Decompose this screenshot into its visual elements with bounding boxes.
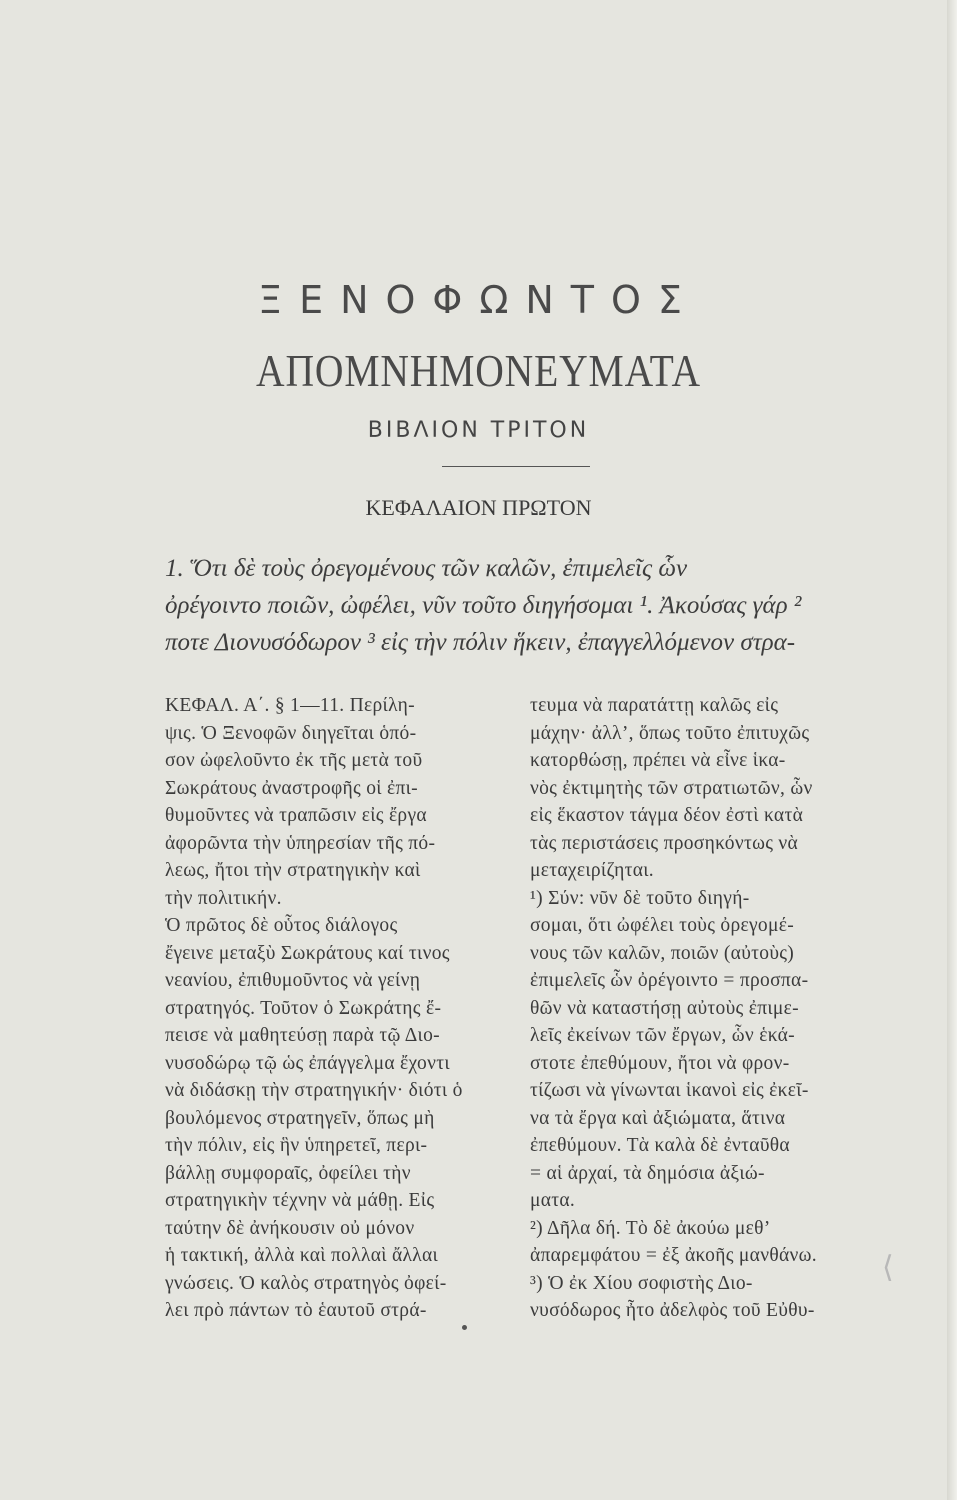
commentary-line: τὴν πολιτικήν. (165, 887, 282, 909)
commentary-line: λεως, ἤτοι τὴν στρατηγικὴν καὶ (165, 860, 421, 881)
commentary-line: τὰς περιστάσεις προσηκόντως νὰ (530, 832, 799, 854)
commentary-line: ψις. Ὁ Ξενοφῶν διηγεῖται ὁπό- (165, 722, 417, 744)
greek-text-line: ποτε Διονυσόδωρον ³ εἰς τὴν πόλιν ἥκειν, ἐπαγγελλόμενον στρα- (165, 629, 796, 656)
commentary-line: ἔγεινε μεταξὺ Σωκράτους καί τινος (165, 942, 450, 964)
commentary-line: λει πρὸ πάντων τὸ ἑαυτοῦ στρά- (165, 1300, 427, 1321)
book-heading: ΒΙΒΛΙΟΝ ΤΡΙΤΟΝ (367, 418, 590, 443)
footnote-line: = αἱ ἀρχαί, τὰ δημόσια ἀξιώ- (530, 1162, 765, 1184)
greek-text-line: ὀρέγοιντο ποιῶν, ὠφέλει, νῦν τοῦτο διηγήσομαι ¹. Ἀκούσας γάρ ² (165, 592, 802, 619)
commentary-line: Ὁ πρῶτος δὲ οὗτος διάλογος (165, 915, 398, 936)
footnote-line: λεῖς ἐκείνων τῶν ἔργων, ὧν ἑκά- (530, 1025, 795, 1046)
commentary-line: γνώσεις. Ὁ καλὸς στρατηγὸς ὀφεί- (165, 1272, 447, 1294)
commentary-line: σον ὠφελοῦντο ἐκ τῆς μετὰ τοῦ (165, 750, 423, 771)
footnote-line: να τὰ ἔργα καὶ ἀξιώματα, ἅτινα (530, 1107, 786, 1129)
commentary-line: πεισε νὰ μαθητεύσῃ παρὰ τῷ Διο- (165, 1025, 440, 1046)
commentary-line: θυμοῦντες νὰ τραπῶσιν εἰς ἔργα (165, 805, 427, 826)
chapter-heading: ΚΕΦΑΛΑΙΟΝ ΠΡΩΤΟΝ (365, 495, 592, 520)
commentary-line: βάλλῃ συμφοραῖς, ὀφείλει τὴν (165, 1162, 411, 1184)
commentary-line: εἰς ἕκαστον τάγμα δέον ἐστὶ κατὰ (530, 805, 804, 826)
work-title: ΑΠΟΜΝΗΜΟΝΕΥΜΑΤΑ (256, 345, 701, 396)
commentary-line: τὴν πόλιν, εἰς ἣν ὑπηρετεῖ, περι- (165, 1135, 428, 1156)
commentary-line: νὸς ἐκτιμητὴς τῶν στρατιωτῶν, ὧν (530, 777, 813, 799)
printer-dot (462, 1325, 467, 1330)
commentary-line: Σωκράτους ἀναστροφῆς οἱ ἐπι- (165, 777, 418, 799)
greek-text-line: 1. Ὅτι δὲ τοὺς ὀρεγομένους τῶν καλῶν, ἐπιμελεῖς ὧν (165, 555, 688, 582)
commentary-line: μεταχειρίζηται. (530, 860, 654, 881)
commentary-line: ἡ τακτική, ἀλλὰ καὶ πολλαὶ ἄλλαι (165, 1245, 439, 1266)
commentary-line: νεανίου, ἐπιθυμοῦντος νὰ γείνῃ (165, 970, 421, 991)
commentary-line: στρατηγός. Τοῦτον ὁ Σωκράτης ἔ- (165, 997, 442, 1019)
commentary-line: νὰ διδάσκῃ τὴν στρατηγικήν· διότι ὁ (165, 1080, 463, 1101)
footnote-line: θῶν νὰ καταστήσῃ αὐτοὺς ἐπιμε- (530, 997, 799, 1019)
author-heading: ΞΕΝΟΦΩΝΤΟΣ (258, 278, 699, 322)
footnote-line: ¹) Σύν: νῦν δὲ τοῦτο διηγή- (530, 887, 750, 909)
commentary-line: βουλόμενος στρατηγεῖν, ὅπως μὴ (165, 1107, 435, 1129)
footnote-line: ματα. (530, 1190, 576, 1211)
commentary-line: ΚΕΦΑΛ. Α΄. § 1—11. Περίλη- (165, 695, 415, 716)
footnote-line: ἀπαρεμφάτου = ἐξ ἀκοῆς μανθάνω. (530, 1245, 817, 1266)
footnote-line: τίζωσι νὰ γίνωνται ἱκανοὶ εἰς ἐκεῖ- (530, 1080, 809, 1101)
commentary-line: νυσοδώρῳ τῷ ὡς ἐπάγγελμα ἔχοντι (165, 1052, 450, 1074)
footnote-line: νυσόδωρος ἦτο ἀδελφὸς τοῦ Εὐθυ- (530, 1300, 815, 1321)
footnote-line: νους τῶν καλῶν, ποιῶν (αὐτοὺς) (530, 942, 795, 964)
commentary-line: στρατηγικὴν τέχνην νὰ μάθῃ. Εἰς (165, 1190, 435, 1211)
greek-text-block (165, 550, 865, 661)
pencil-mark: ⟨ (882, 1250, 894, 1285)
commentary-line: ἀφορῶντα τὴν ὑπηρεσίαν τῆς πό- (165, 832, 436, 854)
footnote-line: ³) Ὁ ἐκ Χίου σοφιστὴς Διο- (530, 1272, 753, 1294)
commentary-line: κατορθώσῃ, πρέπει νὰ εἶνε ἱκα- (530, 750, 786, 771)
commentary-line: ταύτην δὲ ἀνήκουσιν οὐ μόνον (165, 1217, 415, 1239)
commentary-line: τευμα νὰ παρατάττῃ καλῶς εἰς (530, 695, 779, 716)
page-edge (947, 0, 957, 1500)
footnote-line: ἐπιμελεῖς ὧν ὀρέγοιντο = προσπα- (530, 970, 809, 991)
commentary-line: μάχην· ἀλλ’, ὅπως τοῦτο ἐπιτυχῶς (530, 722, 810, 744)
footnote-line: στοτε ἐπεθύμουν, ἤτοι νὰ φρον- (530, 1052, 790, 1074)
commentary-right-column (530, 692, 862, 1325)
commentary-left-column (165, 692, 497, 1325)
footnote-line: ἐπεθύμουν. Τὰ καλὰ δὲ ἐνταῦθα (530, 1135, 790, 1156)
footnote-line: σομαι, ὅτι ὠφέλει τοὺς ὀρεγομέ- (530, 915, 794, 936)
divider-rule (442, 466, 590, 467)
footnote-line: ²) Δῆλα δή. Τὸ δὲ ἀκούω μεθ’ (530, 1217, 771, 1239)
